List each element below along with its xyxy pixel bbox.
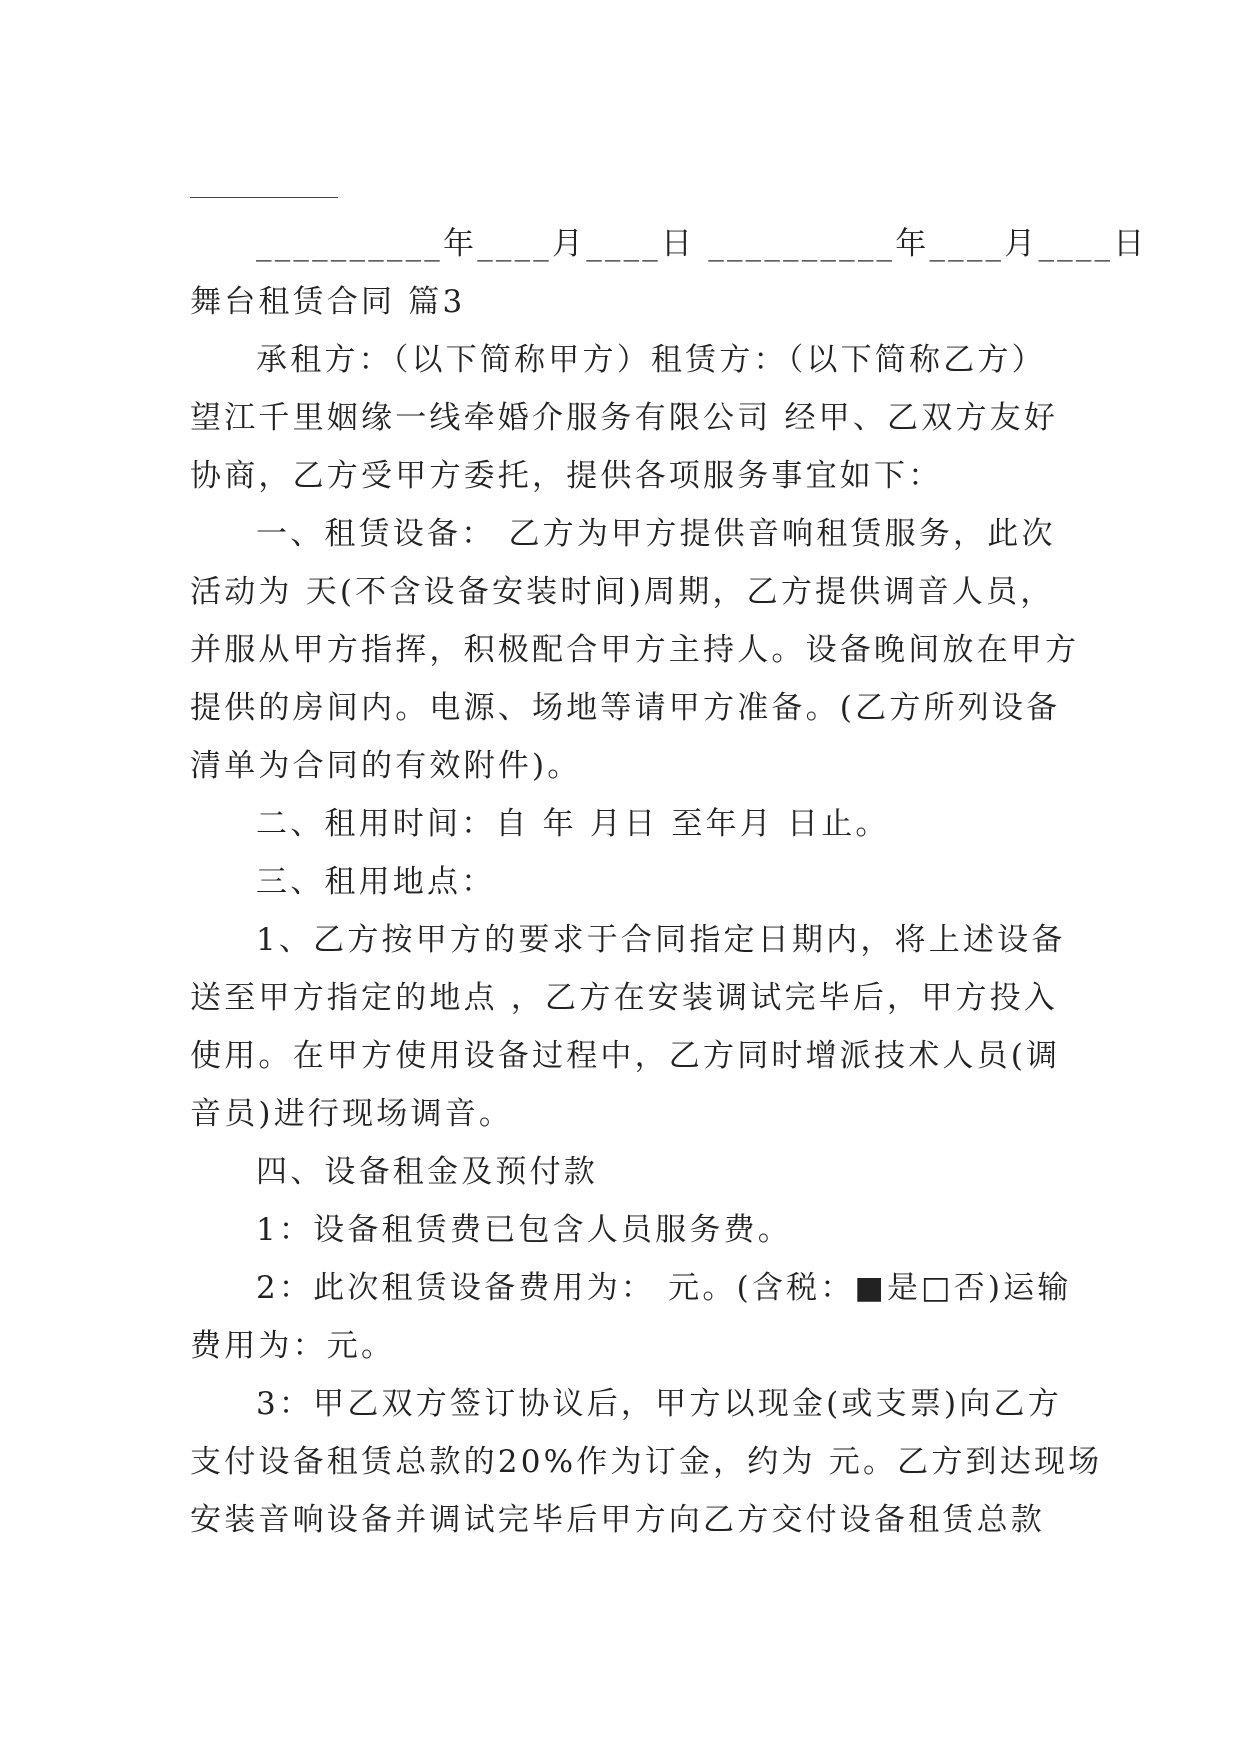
- paragraph-line: 送至甲方指定的地点 ，乙方在安装调试完毕后，甲方投入: [190, 980, 1059, 1016]
- section-title: 舞台租赁合同 篇3: [190, 284, 466, 320]
- paragraph-line: 1：设备租赁费已包含人员服务费。: [256, 1212, 792, 1248]
- signature-underline: [190, 197, 338, 198]
- paragraph-line: 并服从甲方指挥，积极配合甲方主持人。设备晚间放在甲方: [190, 632, 1080, 668]
- paragraph-line: 2：此次租赁设备费用为： 元。(含税：■是□否)运输: [256, 1270, 1072, 1306]
- paragraph-line: 音员)进行现场调音。: [190, 1096, 514, 1132]
- paragraph-line: 3：甲乙双方签订协议后，甲方以现金(或支票)向乙方: [256, 1386, 1062, 1422]
- paragraph-line: 活动为 天(不含设备安装时间)周期，乙方提供调音人员，: [190, 574, 1055, 610]
- paragraph-line: 二、租用时间：自 年 月日 至年月 日止。: [256, 806, 890, 842]
- paragraph-line: 四、设备租金及预付款: [256, 1154, 598, 1190]
- date-line: __________年____月____日 __________年____月____日: [256, 226, 1148, 262]
- paragraph-line: 费用为：元。: [190, 1328, 396, 1364]
- paragraph-line: 三、租用地点：: [256, 864, 496, 900]
- paragraph-line: 安装音响设备并调试完毕后甲方向乙方交付设备租赁总款: [190, 1502, 1045, 1538]
- paragraph-line: 承租方：（以下简称甲方）租赁方：（以下简称乙方）: [256, 342, 1046, 378]
- paragraph-line: 提供的房间内。电源、场地等请甲方准备。(乙方所列设备: [190, 690, 1061, 726]
- paragraph-line: 使用。在甲方使用设备过程中，乙方同时增派技术人员(调: [190, 1038, 1061, 1074]
- paragraph-line: 望江千里姻缘一线牵婚介服务有限公司 经甲、乙双方友好: [190, 400, 1059, 436]
- paragraph-line: 协商，乙方受甲方委托，提供各项服务事宜如下：: [190, 458, 943, 494]
- paragraph-line: 1、乙方按甲方的要求于合同指定日期内，将上述设备: [256, 922, 1066, 958]
- paragraph-line: 一、租赁设备： 乙方为甲方提供音响租赁服务，此次: [256, 516, 1056, 552]
- paragraph-line: 清单为合同的有效附件)。: [190, 748, 582, 784]
- paragraph-line: 支付设备租赁总款的20%作为订金，约为 元。乙方到达现场: [190, 1444, 1103, 1480]
